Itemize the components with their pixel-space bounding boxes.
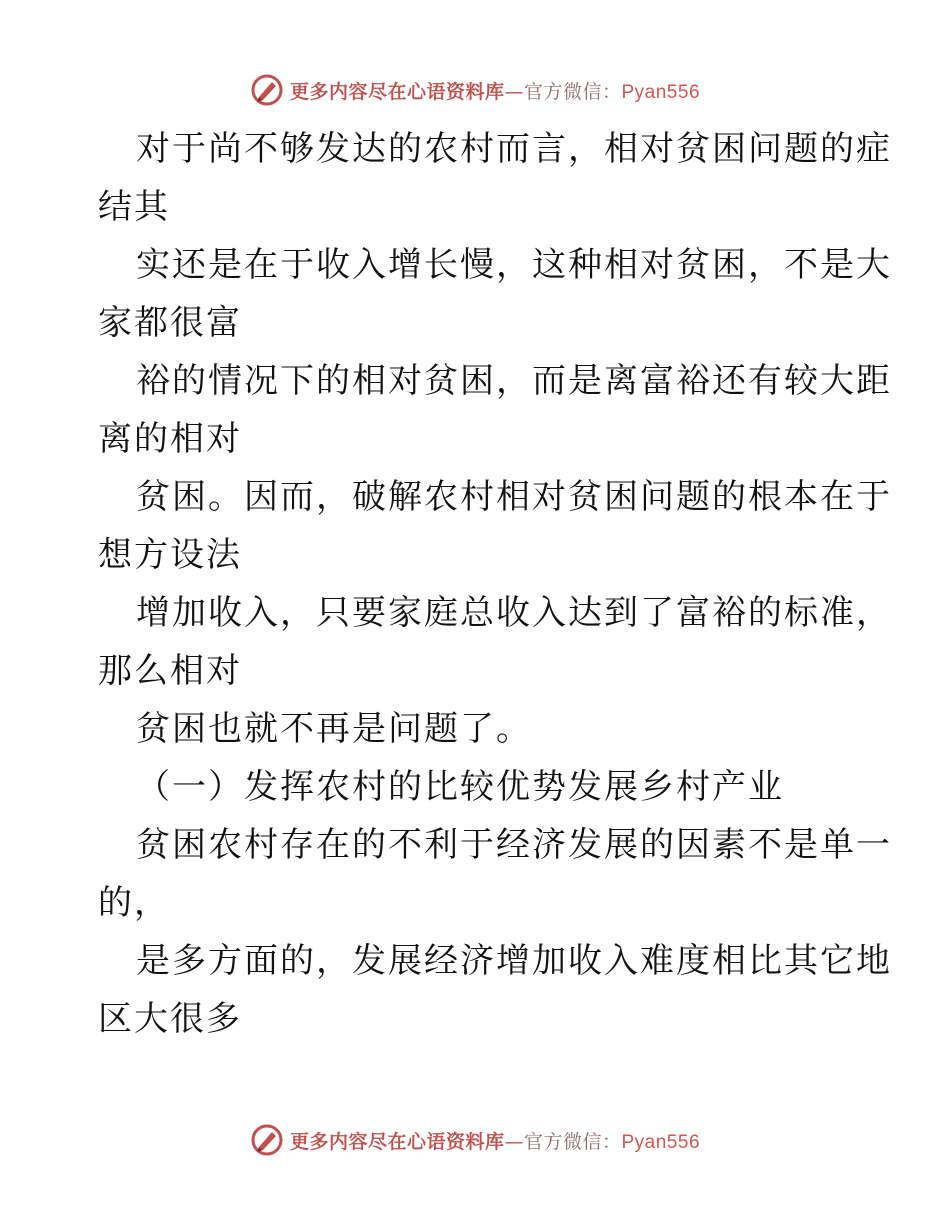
text-line: 裕的情况下的相对贫困，而是离富裕还有较大距 — [136, 361, 892, 401]
text-line: （一）发挥农村的比较优势发展乡村产业 — [136, 767, 784, 807]
banner-text — [290, 77, 700, 104]
banner-label: 官方微信： — [523, 1130, 622, 1153]
text-line: 增加收入，只要家庭总收入达到了富裕的标准， — [136, 593, 892, 633]
text-line: 贫困农村存在的不利于经济发展的因素不是单一 — [136, 825, 892, 865]
text-line: 想方设法 — [98, 535, 242, 575]
document-body — [98, 120, 892, 1048]
text-line: 结其 — [98, 187, 170, 227]
header-banner — [0, 70, 950, 110]
text-line: 对于尚不够发达的农村而言，相对贫困问题的症 — [136, 129, 892, 169]
banner-wechat-id: Pyan556 — [621, 1131, 701, 1153]
pen-circle-icon — [250, 1123, 284, 1157]
text-line: 贫困也就不再是问题了。 — [136, 709, 532, 749]
text-line: 是多方面的，发展经济增加收入难度相比其它地 — [136, 941, 892, 981]
banner-brand: 更多内容尽在心语资料库 — [289, 80, 505, 103]
banner-brand: 更多内容尽在心语资料库 — [289, 1130, 505, 1153]
pen-circle-icon — [250, 73, 284, 107]
text-line: 的， — [98, 883, 170, 923]
banner-dash: — — [504, 1130, 524, 1153]
banner-dash: — — [504, 80, 524, 103]
text-line: 贫困。因而，破解农村相对贫困问题的根本在于 — [136, 477, 892, 517]
text-line: 实还是在于收入增长慢，这种相对贫困，不是大 — [136, 245, 892, 285]
text-line: 那么相对 — [98, 651, 242, 691]
banner-text — [290, 1127, 700, 1154]
text-line: 家都很富 — [98, 303, 242, 343]
banner-label: 官方微信： — [523, 80, 622, 103]
banner-wechat-id: Pyan556 — [621, 81, 701, 103]
text-line: 离的相对 — [98, 419, 242, 459]
text-line: 区大很多 — [98, 999, 242, 1039]
footer-banner — [0, 1120, 950, 1160]
